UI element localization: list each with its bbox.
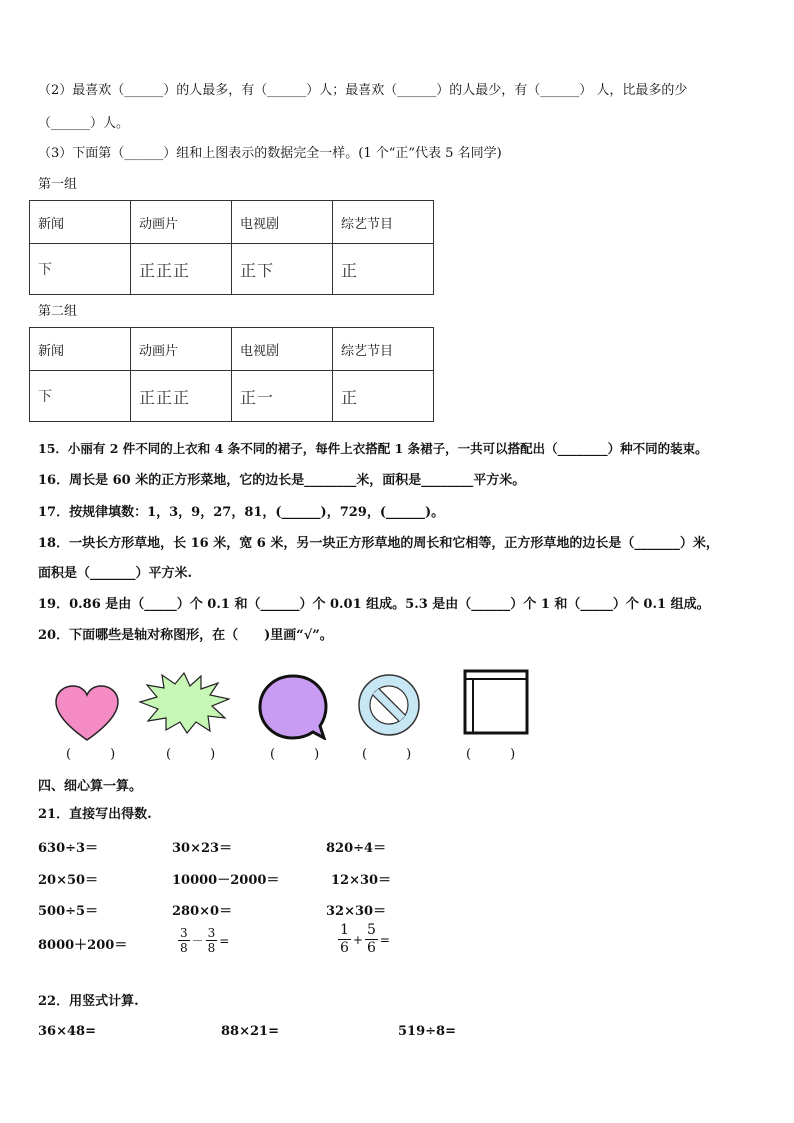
vertical-calc-1: 36×48= <box>38 1024 96 1039</box>
calc-r3-c1: 500÷5＝ <box>38 904 99 919</box>
group1-header-variety: 综艺节目 <box>333 201 434 244</box>
frac2-operator: + <box>352 932 363 947</box>
frac1-denominator-2: 8 <box>207 941 216 955</box>
group2-label: 第二组 <box>38 304 78 319</box>
group1-tally-cartoon: 正正正 <box>131 244 232 295</box>
calc-r1-c2: 30×23＝ <box>172 841 233 856</box>
section-4-title: 四、细心算一算。 <box>38 779 143 794</box>
group2-tally-news: 下 <box>30 371 131 422</box>
group2-header-variety: 综艺节目 <box>333 328 434 371</box>
calc-r3-c3: 32×30＝ <box>326 904 387 919</box>
vertical-calc-3: 519÷8= <box>398 1024 456 1039</box>
group1-tally-tv-drama: 正下 <box>232 244 333 295</box>
group2-header-tv-drama: 电视剧 <box>232 328 333 371</box>
frac2-denominator-2: 6 <box>366 940 376 956</box>
frac2-equals: = <box>379 932 390 947</box>
frac1-operator: － <box>191 934 204 948</box>
group2-header-news: 新闻 <box>30 328 131 371</box>
frac1-numerator-1: 3 <box>180 926 188 940</box>
frac2-denominator-1: 6 <box>340 940 349 956</box>
question-16: 16．周长是 60 米的正方形菜地，它的边长是________米，面积是________平方米。 <box>38 473 526 488</box>
no-sign-shape <box>356 672 422 738</box>
question-22: 22．用竖式计算. <box>38 994 139 1009</box>
question-17: 17．按规律填数：1，3，9，27，81，(______)，729，(______)。 <box>38 505 445 520</box>
calc-r2-c3: 12×30＝ <box>331 873 392 888</box>
square-answer-paren[interactable]: ( ) <box>466 747 516 762</box>
group1-tally-news: 下 <box>30 244 131 295</box>
calc-r1-c3: 820÷4＝ <box>326 841 387 856</box>
group1-tally-variety: 正 <box>333 244 434 295</box>
heart-shape <box>54 684 120 742</box>
frac1-numerator-2: 3 <box>207 926 216 940</box>
question-21: 21．直接写出得数. <box>38 807 152 822</box>
fraction-addition <box>336 922 390 957</box>
group1-header-cartoon: 动画片 <box>131 201 232 244</box>
speech-bubble-shape <box>258 674 328 740</box>
frac1-denominator-1: 8 <box>180 941 188 955</box>
calc-r2-c1: 20×50＝ <box>38 873 99 888</box>
vertical-calc-2: 88×21= <box>221 1024 279 1039</box>
question-15: 15．小丽有 2 件不同的上衣和 4 条不同的裙子，每件上衣搭配 1 条裙子，一共可以搭配出（________）种不同的装束。 <box>38 441 708 456</box>
calc-r1-c1: 630÷3＝ <box>38 841 99 856</box>
group2-tally-cartoon: 正正正 <box>131 371 232 422</box>
question-19: 19．0.86 是由（_____）个 0.1 和（______）个 0.01 组成。5.3 是由（______）个 1 和（_____）个 0.1 组成。 <box>38 597 710 612</box>
question-18-line-2: 面积是（_______）平方米. <box>38 566 193 581</box>
group2-table <box>29 327 434 422</box>
nested-square-shape <box>463 669 529 735</box>
group1-label: 第一组 <box>38 177 78 192</box>
q14-line-2: （2）最喜欢（______）的人最多，有（______）人；最喜欢（______）的人最少，有（______） 人，比最多的少 <box>38 83 688 98</box>
group2-tally-tv-drama: 正一 <box>232 371 333 422</box>
fraction-subtraction <box>176 926 229 955</box>
star-answer-paren[interactable]: ( ) <box>166 747 216 762</box>
no-sign-answer-paren[interactable]: ( ) <box>362 747 412 762</box>
group1-table <box>29 200 434 295</box>
group1-header-news: 新闻 <box>30 201 131 244</box>
question-20: 20．下面哪些是轴对称图形，在（ )里画“√”。 <box>38 628 333 643</box>
bubble-answer-paren[interactable]: ( ) <box>270 747 320 762</box>
heart-answer-paren[interactable]: ( ) <box>66 747 116 762</box>
spiky-star-shape <box>138 672 230 734</box>
group2-tally-variety: 正 <box>333 371 434 422</box>
calc-r2-c2: 10000－2000＝ <box>172 873 280 888</box>
calc-r3-c2: 280×0＝ <box>172 904 233 919</box>
q14-line-4: （3）下面第（______）组和上图表示的数据完全一样。(1 个“正”代表 5 名同学) <box>38 146 502 161</box>
group1-header-tv-drama: 电视剧 <box>232 201 333 244</box>
group2-header-cartoon: 动画片 <box>131 328 232 371</box>
question-18-line-1: 18．一块长方形草地，长 16 米，宽 6 米，另一块正方形草地的周长和它相等，正方形草地的边长是（_______）米， <box>38 536 719 551</box>
frac2-numerator-1: 1 <box>340 922 349 938</box>
frac1-equals: = <box>219 933 230 948</box>
calc-r4-c1: 8000＋200＝ <box>38 938 128 953</box>
q14-line-3: （______）人。 <box>38 116 130 131</box>
frac2-numerator-2: 5 <box>366 922 376 938</box>
